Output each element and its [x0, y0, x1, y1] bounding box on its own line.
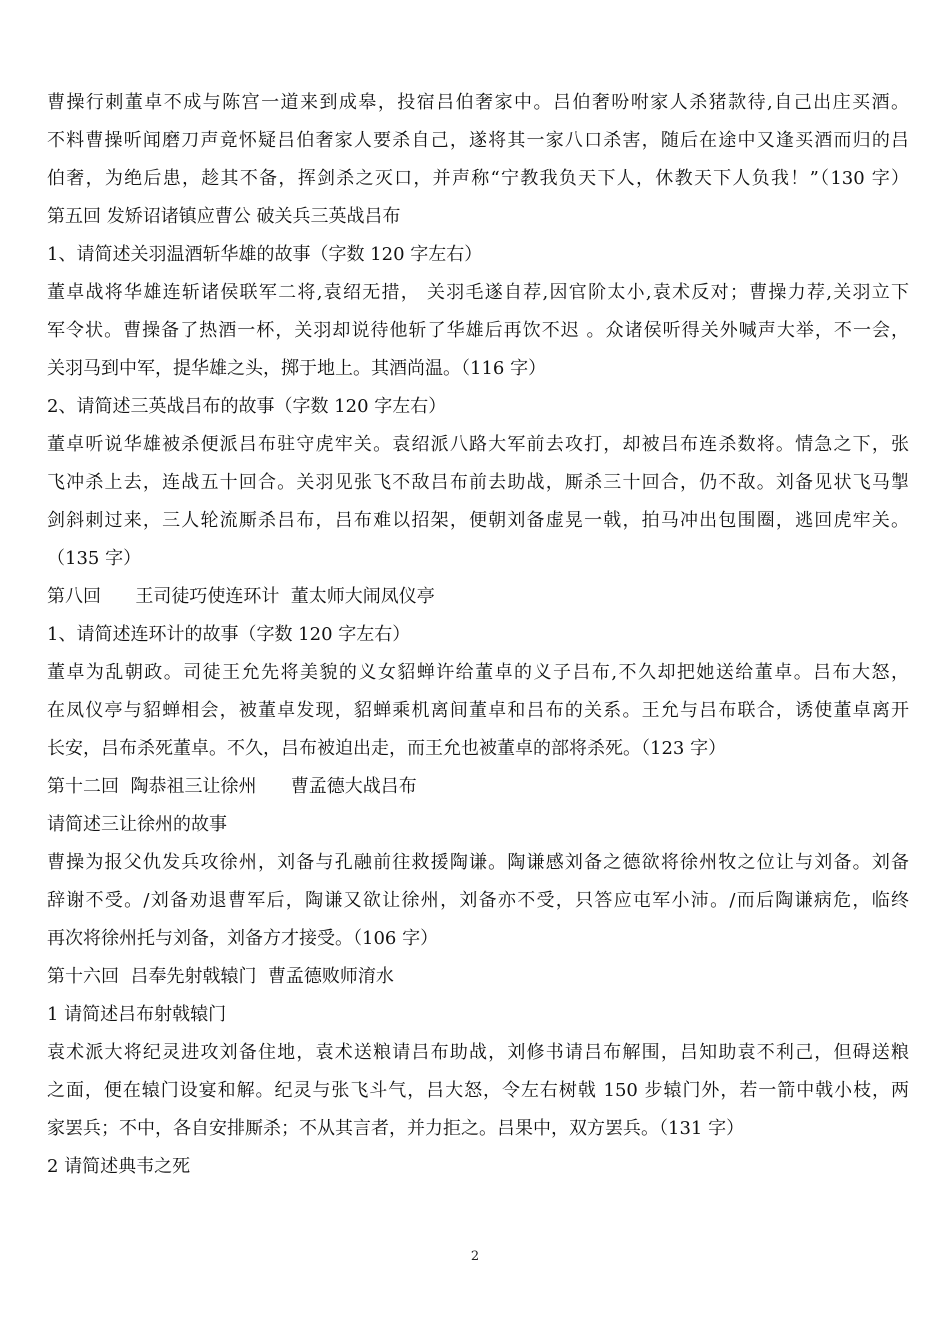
question-heading: 1、请简述关羽温酒斩华雄的故事（字数 120 字左右） [47, 244, 483, 265]
text-line: 袁术派大将纪灵进攻刘备住地，袁术送粮请吕布助战，刘修书请吕布解围，吕知助袁不利己，但碍送粮 [47, 1042, 909, 1063]
page-number: 2 [470, 1249, 480, 1264]
text-line: 家罢兵；不中，各自安排厮杀；不从其言者，并力拒之。吕果中，双方罢兵。（131 字） [47, 1118, 745, 1139]
text-line: 军令状。曹操备了热酒一杯，关羽却说待他斩了华雄后再饮不迟 。众诸侯听得关外喊声大举，不一会， [47, 320, 909, 341]
text-line: （135 字） [47, 548, 142, 569]
chapter-heading: 第十二回 陶恭祖三让徐州 曹孟德大战吕布 [47, 776, 417, 797]
text-line: 关羽马到中军，提华雄之头，掷于地上。其酒尚温。（116 字） [47, 358, 547, 379]
text-line: 在凤仪亭与貂蝉相会，被董卓发现，貂蝉乘机离间董卓和吕布的关系。王允与吕布联合，诱使董卓离开 [47, 700, 909, 721]
text-line: 飞冲杀上去，连战五十回合。关羽见张飞不敌吕布前去助战，厮杀三十回合，仍不敌。刘备见状飞马掣 [47, 472, 909, 493]
text-line: 长安，吕布杀死董卓。不久，吕布被迫出走，而王允也被董卓的部将杀死。（123 字） [47, 738, 727, 759]
text-line: 董卓为乱朝政。司徒王允先将美貌的义女貂蝉许给董卓的义子吕布,不久却把她送给董卓。吕布大怒， [47, 662, 909, 683]
question-heading: 2 请简述典韦之死 [47, 1156, 191, 1177]
chapter-heading: 第十六回 吕奉先射戟辕门 曹孟德败师淯水 [47, 966, 394, 987]
text-line: 剑斜刺过来，三人轮流厮杀吕布，吕布难以招架，便朝刘备虚晃一戟，拍马冲出包围圈，逃回虎牢关。 [47, 510, 909, 531]
text-line: 不料曹操听闻磨刀声竟怀疑吕伯奢家人要杀自己，遂将其一家八口杀害，随后在途中又逢买酒而归的吕 [47, 130, 909, 151]
text-line: 伯奢，为绝后患，趁其不备，挥剑杀之灭口，并声称“宁教我负天下人，休教天下人负我！”（130 字） [47, 168, 909, 189]
chapter-heading: 第八回 王司徒巧使连环计 董太师大闹凤仪亭 [47, 586, 435, 607]
text-line: 曹操为报父仇发兵攻徐州，刘备与孔融前往救援陶谦。陶谦感刘备之德欲将徐州牧之位让与刘备。刘备 [47, 852, 909, 873]
document-body [47, 84, 909, 1186]
question-heading: 1、请简述连环计的故事（字数 120 字左右） [47, 624, 411, 645]
question-heading: 2、请简述三英战吕布的故事（字数 120 字左右） [47, 396, 447, 417]
text-line: 辞谢不受。/刘备劝退曹军后，陶谦又欲让徐州，刘备亦不受，只答应屯军小沛。/而后陶谦病危，临终 [47, 890, 909, 911]
text-line: 曹操行刺董卓不成与陈宫一道来到成皋，投宿吕伯奢家中。吕伯奢吩咐家人杀猪款待,自己出庄买酒。 [47, 92, 909, 113]
text-line: 再次将徐州托与刘备，刘备方才接受。（106 字） [47, 928, 439, 949]
text-line: 董卓战将华雄连斩诸侯联军二将,袁绍无措， 关羽毛遂自荐,因官阶太小,袁术反对；曹操力荐,关羽立下 [47, 282, 909, 303]
question-heading: 1 请简述吕布射戟辕门 [47, 1004, 227, 1025]
chapter-heading: 第五回 发矫诏诸镇应曹公 破关兵三英战吕布 [47, 206, 401, 227]
text-line: 之面，便在辕门设宴和解。纪灵与张飞斗气，吕大怒，令左右树戟 150 步辕门外，若一箭中戟小枝，两 [47, 1080, 909, 1101]
text-line: 董卓听说华雄被杀便派吕布驻守虎牢关。袁绍派八路大军前去攻打，却被吕布连杀数将。情急之下，张 [47, 434, 909, 455]
question-heading: 请简述三让徐州的故事 [47, 814, 227, 835]
